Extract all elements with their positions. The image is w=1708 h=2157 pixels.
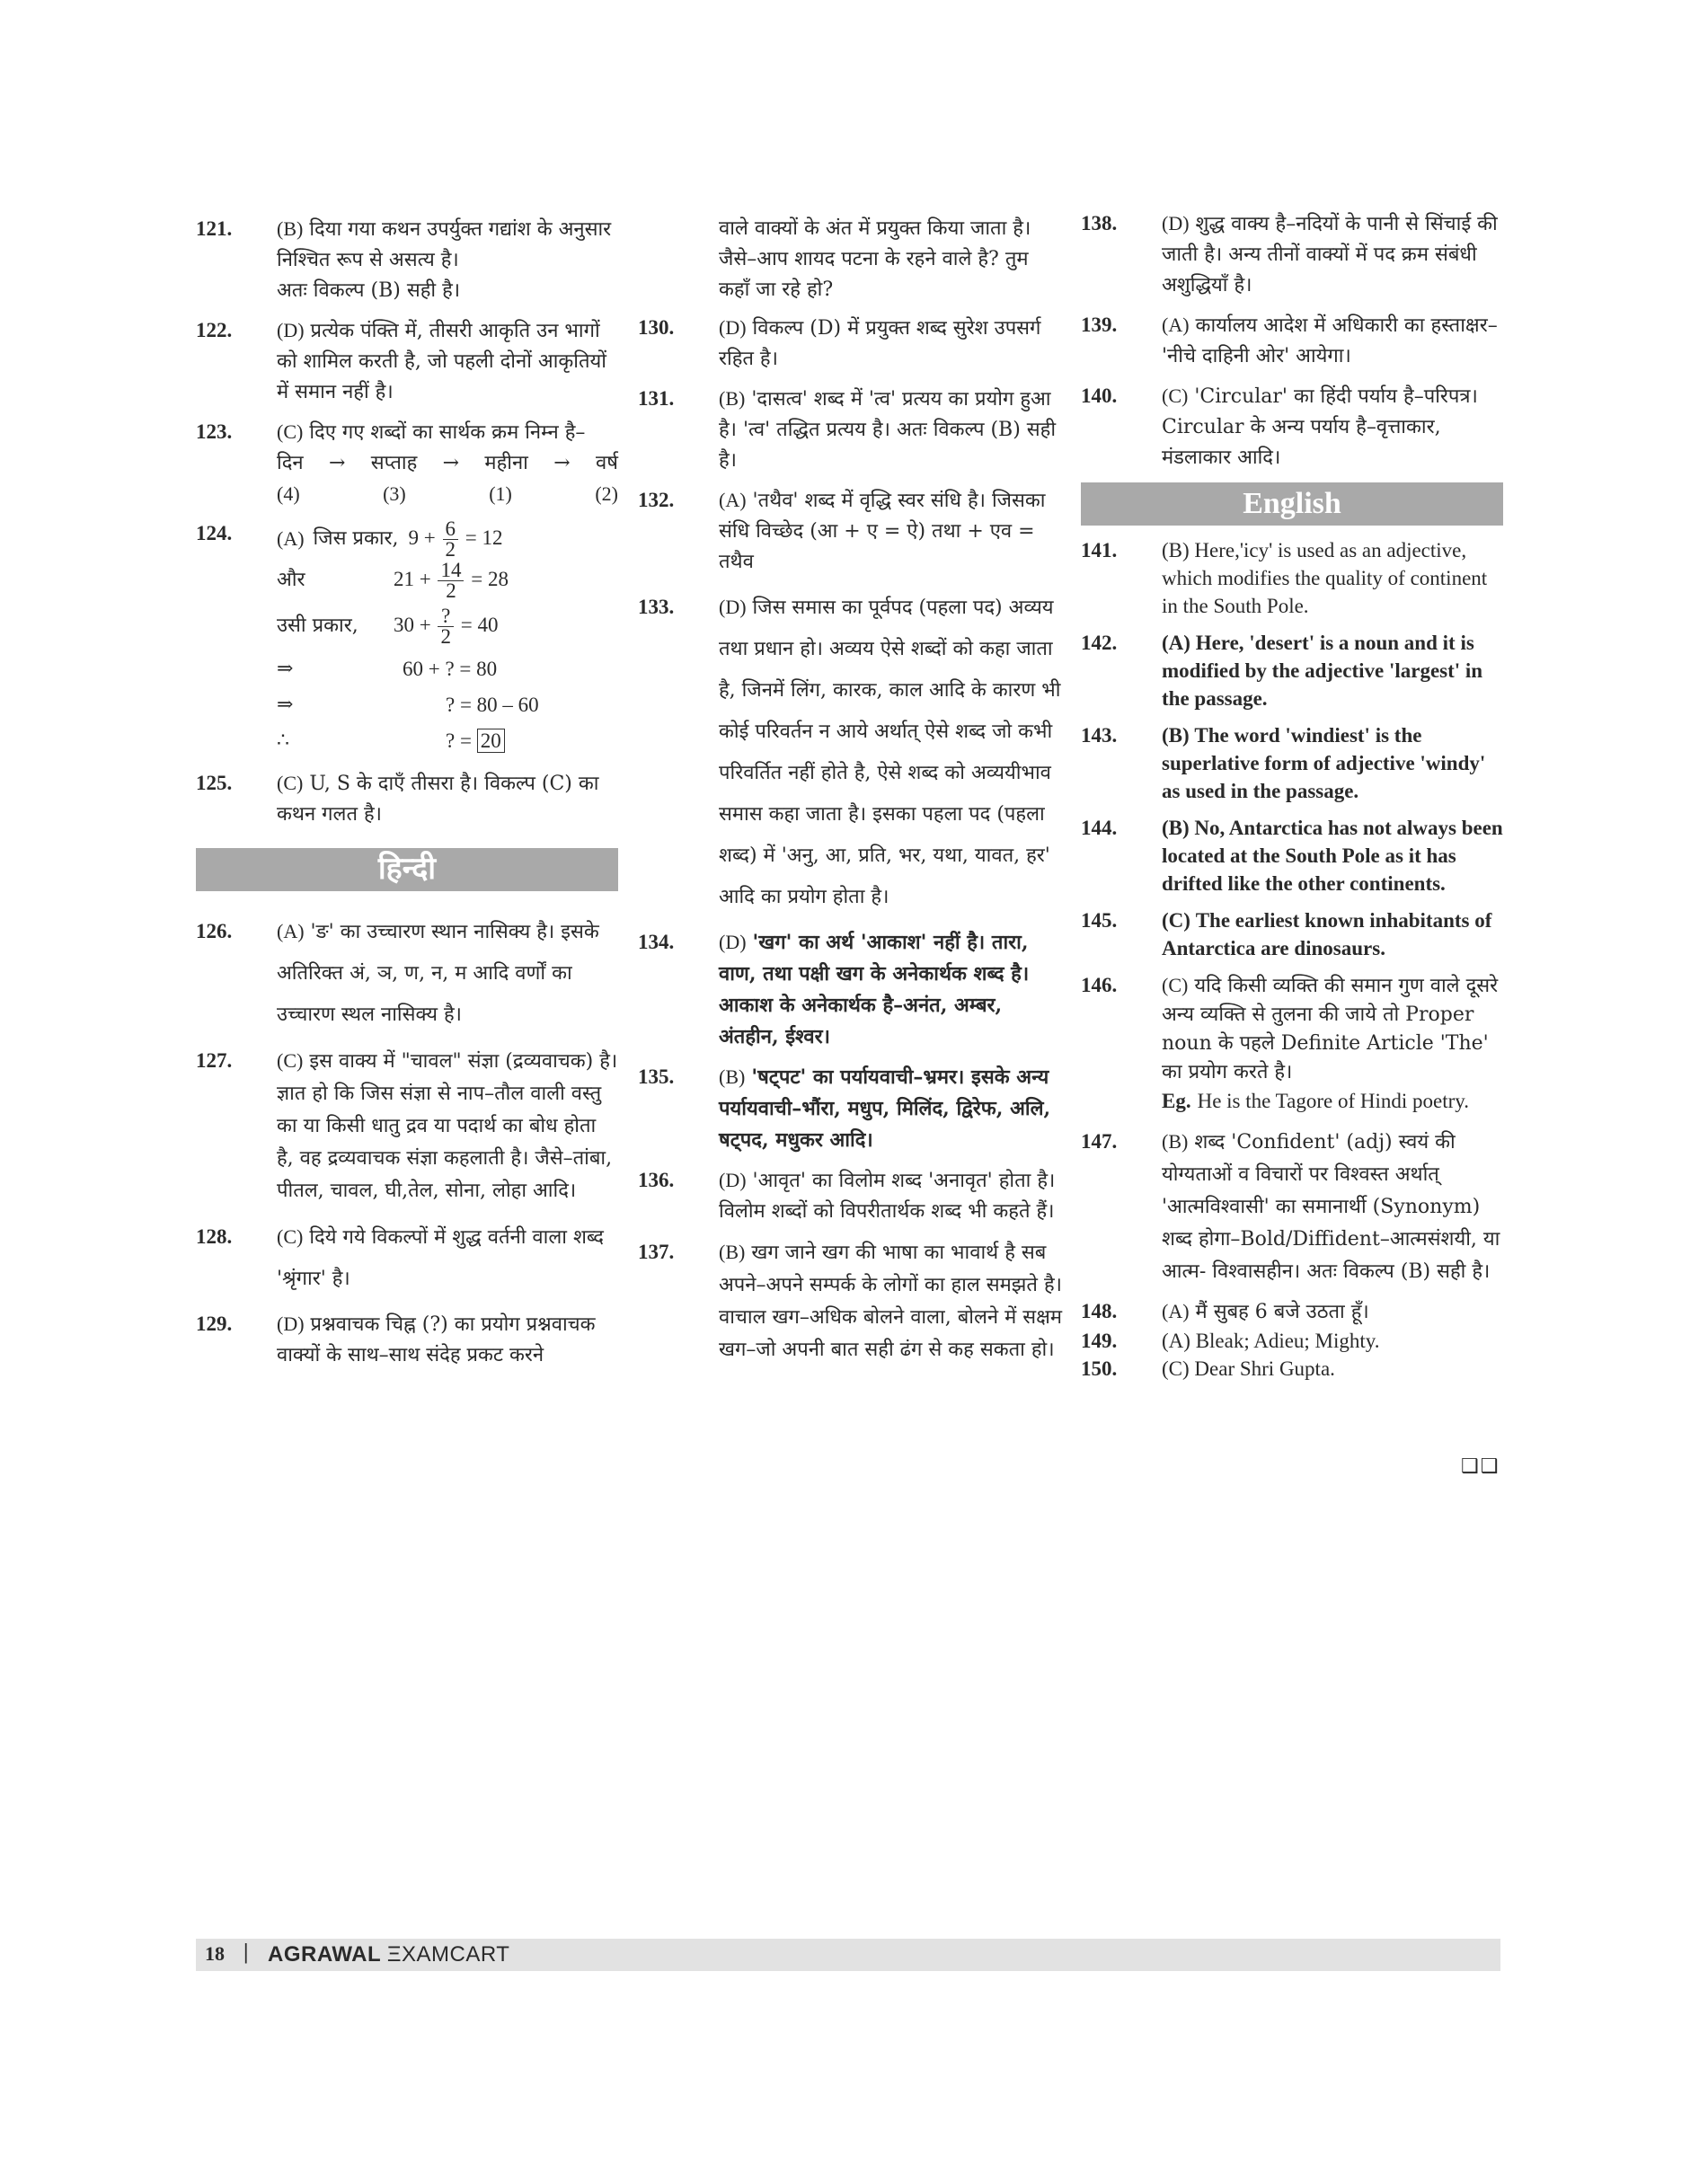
- equation-row: [277, 560, 618, 601]
- fraction: $\frac{14}{2}$: [438, 561, 464, 601]
- implies-icon: ⇒: [277, 658, 294, 680]
- seq-number: (1): [489, 482, 512, 505]
- answer-number: 137.: [638, 1241, 675, 1263]
- answer-126: [196, 911, 618, 1036]
- answer-option: (A): [1162, 314, 1190, 336]
- equation-row: [277, 651, 618, 687]
- answer-text: दिए गए शब्दों का सार्थक क्रम निम्न है–: [309, 421, 586, 444]
- answer-option: (D): [719, 931, 747, 953]
- answer-text: प्रत्येक पंक्ति में, तीसरी आकृति उन भागों को शामिल करती है, जो पहली दोनों आकृतियों में समान नहीं है।: [277, 320, 606, 403]
- therefore-icon: ∴: [277, 729, 289, 752]
- answer-number: 147.: [1081, 1130, 1118, 1153]
- answer-text: अतः विकल्प (B) सही है।: [277, 279, 461, 302]
- equation-label: और: [277, 569, 305, 591]
- answer-147: [1081, 1126, 1503, 1288]
- answer-133: [638, 587, 1064, 918]
- answer-text: The earliest known inhabitants of Antarctica are dinosaurs.: [1162, 909, 1492, 959]
- answer-text: खग जाने खग की भाषा का भावार्थ है सब अपने–अपने सम्पर्क के लोगों का हाल समझते है। वाचाल खग–अधिक बोलने वाला, बोलने में सक्षम खग–जो अपनी बात सही ढंग से कह सकता हो।: [719, 1242, 1063, 1361]
- answer-131: [638, 384, 1064, 476]
- answer-number: 125.: [196, 772, 233, 794]
- answer-number: 135.: [638, 1065, 675, 1088]
- answer-127: [196, 1045, 618, 1207]
- answer-number: 140.: [1081, 385, 1118, 407]
- equation-row: [277, 601, 618, 651]
- equation: 21 + $\frac{14}{2}$ = 28: [394, 558, 509, 602]
- answer-option: (A): [1162, 1300, 1190, 1322]
- answer-text: 'खग' का अर्थ 'आकाश' नहीं है। तारा, वाण, तथा पक्षी खग के अनेकार्थक शब्द है। आकाश के अनेकार्थक है–अनंत, अम्बर, अंतहीन, ईश्वर।: [719, 931, 1030, 1048]
- brand-logo: AGRAWAL ΞXAMCART: [268, 1942, 510, 1967]
- seq-number: (2): [595, 482, 618, 505]
- footer-separator: |: [243, 1941, 250, 1964]
- answer-number: 134.: [638, 931, 675, 953]
- answer-number: 139.: [1081, 314, 1118, 336]
- sequence-numbers: [277, 479, 618, 509]
- answer-number: 122.: [196, 319, 233, 341]
- answer-text: 'आवृत' का विलोम शब्द 'अनावृत' होता है। विलोम शब्दों को विपरीतार्थक शब्द भी कहते हैं।: [719, 1170, 1056, 1223]
- answer-number: 138.: [1081, 212, 1118, 234]
- seq-number: (4): [277, 482, 300, 505]
- answer-number: 128.: [196, 1225, 233, 1248]
- answer-option: (C): [277, 1049, 304, 1072]
- answer-option: (C): [1162, 909, 1190, 932]
- column-right: [1081, 208, 1503, 1392]
- answer-139: [1081, 310, 1503, 372]
- answer-number: 143.: [1081, 724, 1118, 747]
- arrow-icon: →: [553, 452, 571, 474]
- answer-number: 132.: [638, 489, 675, 511]
- example-text: He is the Tagore of Hindi poetry.: [1197, 1090, 1470, 1112]
- equation-label: उसी प्रकार,: [277, 614, 358, 637]
- answer-text: Here, 'desert' is a noun and it is modified by the adjective 'largest' in the passage.: [1162, 632, 1483, 710]
- answer-option: (B): [719, 1241, 746, 1263]
- answer-text: मैं सुबह 6 बजे उठता हूँ।: [1195, 1301, 1369, 1323]
- example-label: Eg.: [1162, 1090, 1191, 1112]
- answer-number: 126.: [196, 920, 233, 942]
- answer-option: (D): [1162, 212, 1190, 234]
- equation-label: जिस प्रकार,: [313, 527, 399, 550]
- equation: ? = 20: [446, 726, 505, 756]
- answer-option: (C): [277, 420, 304, 443]
- equation: ? = 80 – 60: [446, 694, 539, 716]
- answer-number: 127.: [196, 1049, 233, 1072]
- answer-145: [1081, 906, 1503, 962]
- answer-option: (C): [1162, 1357, 1190, 1380]
- answer-text: Dear Shri Gupta.: [1194, 1357, 1335, 1380]
- answer-option: (A): [719, 489, 747, 511]
- answer-text: दिये गये विकल्पों में शुद्ध वर्तनी वाला शब्द 'श्रृंगार' है।: [277, 1226, 604, 1290]
- answer-141: [1081, 536, 1503, 620]
- answer-132: [638, 485, 1064, 578]
- answer-option: (B): [1162, 1130, 1189, 1153]
- answer-text: शब्द 'Confident' (adj) स्वयं की योग्यताओं व विचारों पर विश्वस्त अर्थात् 'आत्मविश्वासी' का समानार्थी (Synonym) शब्द होगा–Bold/Diffident–आत्मसंशयी, या आत्म- विश्वासहीन। अतः विकल्प (B) सही है।: [1162, 1131, 1500, 1283]
- answer-option: (B): [1162, 817, 1190, 839]
- answer-option: (B): [1162, 539, 1190, 561]
- answer-number: 146.: [1081, 974, 1118, 996]
- answer-option: (C): [277, 1225, 304, 1248]
- answer-number: 131.: [638, 387, 675, 410]
- answer-number: 121.: [196, 217, 233, 240]
- fraction: $\frac{6}{2}$: [443, 519, 459, 560]
- answer-box: 20: [477, 729, 505, 753]
- answer-option: (B): [719, 1065, 746, 1088]
- answer-option: (D): [277, 319, 305, 341]
- answer-text: 'Circular' का हिंदी पर्याय है–परिपत्र। Circular के अन्य पर्याय है–वृत्ताकार, मंडलाकार आदि।: [1162, 385, 1478, 469]
- seq-word: महीना: [484, 452, 528, 474]
- answer-140: [1081, 381, 1503, 473]
- answer-text: The word 'windiest' is the superlative form of adjective 'windy' as used in the passage.: [1162, 724, 1486, 802]
- answer-138: [1081, 208, 1503, 301]
- answer-number: 144.: [1081, 817, 1118, 839]
- arrow-icon: →: [442, 452, 460, 474]
- answer-128: [196, 1216, 618, 1300]
- answer-option: (B): [1162, 724, 1190, 747]
- answer-123: [196, 417, 618, 509]
- answer-option: (B): [719, 387, 746, 410]
- answer-option: (C): [1162, 385, 1189, 407]
- answer-number: 149.: [1081, 1330, 1118, 1352]
- word-sequence: [277, 448, 618, 479]
- answer-130: [638, 313, 1064, 375]
- answer-number: 150.: [1081, 1357, 1118, 1380]
- answer-text: 'ङ' का उच्चारण स्थान नासिक्य है। इसके अतिरिक्त अं, ञ, ण, न, म आदि वर्णों का उच्चारण स्थल नासिक्य है।: [277, 921, 599, 1026]
- answer-text: No, Antarctica has not always been located at the South Pole as it has drifted like the other continents.: [1162, 817, 1503, 895]
- arrow-icon: →: [328, 452, 346, 474]
- answer-text: यदि किसी व्यक्ति की समान गुण वाले दूसरे अन्य व्यक्ति से तुलना की जाये तो Proper noun के पहले Definite Article 'The' का प्रयोग करते है।: [1162, 975, 1499, 1083]
- equation-row: [277, 518, 618, 560]
- answer-option: (C): [277, 772, 304, 794]
- answer-number: 142.: [1081, 632, 1118, 654]
- seq-word: सप्ताह: [370, 452, 418, 474]
- answer-text: कार्यालय आदेश में अधिकारी का हस्ताक्षर– 'नीचे दाहिनी ओर' आयेगा।: [1162, 314, 1498, 367]
- seq-number: (3): [383, 482, 406, 505]
- answer-number: 129.: [196, 1313, 233, 1335]
- answer-142: [1081, 629, 1503, 712]
- answer-text: Here,'icy' is used as an adjective, which modifies the quality of continent in the South Pole.: [1162, 539, 1488, 617]
- answer-134: [638, 927, 1064, 1053]
- answer-number: 148.: [1081, 1300, 1118, 1322]
- answer-option: (D): [277, 1313, 305, 1335]
- answer-137: [638, 1236, 1064, 1366]
- answer-text: Bleak; Adieu; Mighty.: [1195, 1330, 1380, 1352]
- answer-option: (D): [719, 316, 747, 339]
- answer-143: [1081, 721, 1503, 805]
- equation: 9 + $\frac{6}{2}$ = 12: [408, 517, 503, 561]
- column-middle: [638, 214, 1064, 1375]
- answer-option: (B): [277, 217, 304, 240]
- answer-text: जिस समास का पूर्वपद (पहला पद) अव्यय तथा प्रधान हो। अव्यय ऐसे शब्दों को कहा जाता है, जिनमें लिंग, कारक, काल आदि के कारण भी कोई परिवर्तन न आये अर्थात् ऐसे शब्द जो कभी परिवर्तित नहीं होते है, ऐसे शब्द को अव्ययीभाव समास कहा जाता है। इसका पहला पद (पहला शब्द) में 'अनु, आ, प्रति, भर, यथा, यावत, हर' आदि का प्रयोग होता है।: [719, 597, 1061, 908]
- answer-text: 'षट्पट' का पर्यायवाची–भ्रमर। इसके अन्य पर्यायवाची–भौंरा, मधुप, मिलिंद, द्विरेफ, अलि, षट्पद, मधुकर आदि।: [719, 1065, 1051, 1152]
- column-left: [196, 214, 618, 1380]
- answer-text: विकल्प (D) में प्रयुक्त शब्द सुरेश उपसर्ग रहित है।: [719, 317, 1041, 370]
- section-heading-hindi: हिन्दी: [196, 848, 618, 891]
- answer-125: [196, 768, 618, 830]
- answer-text: 'तथैव' शब्द में वृद्धि स्वर संधि है। जिसका संधि विच्छेद (आ + ए = ऐ) तथा + एव = तथैव: [719, 490, 1046, 573]
- answer-text: दिया गया कथन उपर्युक्त गद्यांश के अनुसार निश्चित रूप से असत्य है।: [277, 218, 612, 271]
- answer-136: [638, 1165, 1064, 1227]
- answer-text: U, S के दाएँ तीसरा है। विकल्प (C) का कथन गलत है।: [277, 773, 599, 826]
- seq-word: दिन: [277, 452, 304, 474]
- answer-144: [1081, 814, 1503, 897]
- answer-121: [196, 214, 618, 306]
- equation-row: [277, 687, 618, 723]
- page-number: 18: [205, 1942, 225, 1965]
- answer-number: 136.: [638, 1169, 675, 1191]
- answer-135: [638, 1062, 1064, 1156]
- answer-number: 145.: [1081, 909, 1118, 932]
- answer-150: [1081, 1355, 1503, 1383]
- answer-option: (A): [277, 527, 305, 550]
- answer-122: [196, 315, 618, 408]
- answer-149: [1081, 1327, 1503, 1355]
- answer-option: (A): [277, 920, 305, 942]
- answer-option: (D): [719, 596, 747, 618]
- implies-icon: ⇒: [277, 694, 294, 716]
- section-heading-english: English: [1081, 482, 1503, 526]
- answer-124: [196, 518, 618, 759]
- seq-word: वर्ष: [596, 452, 618, 474]
- equation-row: [277, 723, 618, 759]
- answer-text: इस वाक्य में "चावल" संज्ञा (द्रव्यवाचक) है। ज्ञात हो कि जिस संज्ञा से नाप–तौल वाली वस्तु का या किसी धातु द्रव या पदार्थ का बोध होता है, वह द्रव्यवाचक संज्ञा कहलाती है। जैसे–तांबा, पीतल, चावल, घी,तेल, सोना, लोहा आदि।: [277, 1050, 618, 1202]
- answer-129-continued: वाले वाक्यों के अंत में प्रयुक्त किया जाता है। जैसे–आप शायद पटना के रहने वाले है? तुम कहाँ जा रहे हो?: [719, 217, 1031, 301]
- answer-option: (D): [719, 1169, 747, 1191]
- fraction: $\frac{?}{2}$: [438, 606, 454, 647]
- answer-129: [196, 1309, 618, 1371]
- end-mark-icon: ❑❑: [1461, 1455, 1500, 1478]
- answer-text: 'दासत्व' शब्द में 'त्व' प्रत्यय का प्रयोग हुआ है। 'त्व' तद्धित प्रत्यय है। अतः विकल्प (B) सही है।: [719, 388, 1057, 472]
- equation: 30 + $\frac{?}{2}$ = 40: [394, 604, 499, 648]
- answer-option: (A): [1162, 632, 1190, 654]
- answer-text: प्रश्नवाचक चिह्न (?) का प्रयोग प्रश्नवाचक वाक्यों के साथ–साथ संदेह प्रकट करने: [277, 1313, 596, 1366]
- answer-number: 130.: [638, 316, 675, 339]
- answer-number: 123.: [196, 420, 233, 443]
- answer-number: 141.: [1081, 539, 1118, 561]
- answer-number: 124.: [196, 522, 233, 544]
- answer-146: [1081, 971, 1503, 1117]
- answer-option: (C): [1162, 974, 1189, 996]
- answer-text: शुद्ध वाक्य है–नदियों के पानी से सिंचाई की जाती है। अन्य तीनों वाक्यों में पद क्रम संबंधी अशुद्धियाँ है।: [1162, 213, 1498, 296]
- equation: 60 + ? = 80: [403, 658, 498, 680]
- answer-number: 133.: [638, 596, 675, 618]
- answer-148: [1081, 1297, 1503, 1327]
- page-footer: [196, 1939, 1500, 1971]
- answer-option: (A): [1162, 1330, 1190, 1352]
